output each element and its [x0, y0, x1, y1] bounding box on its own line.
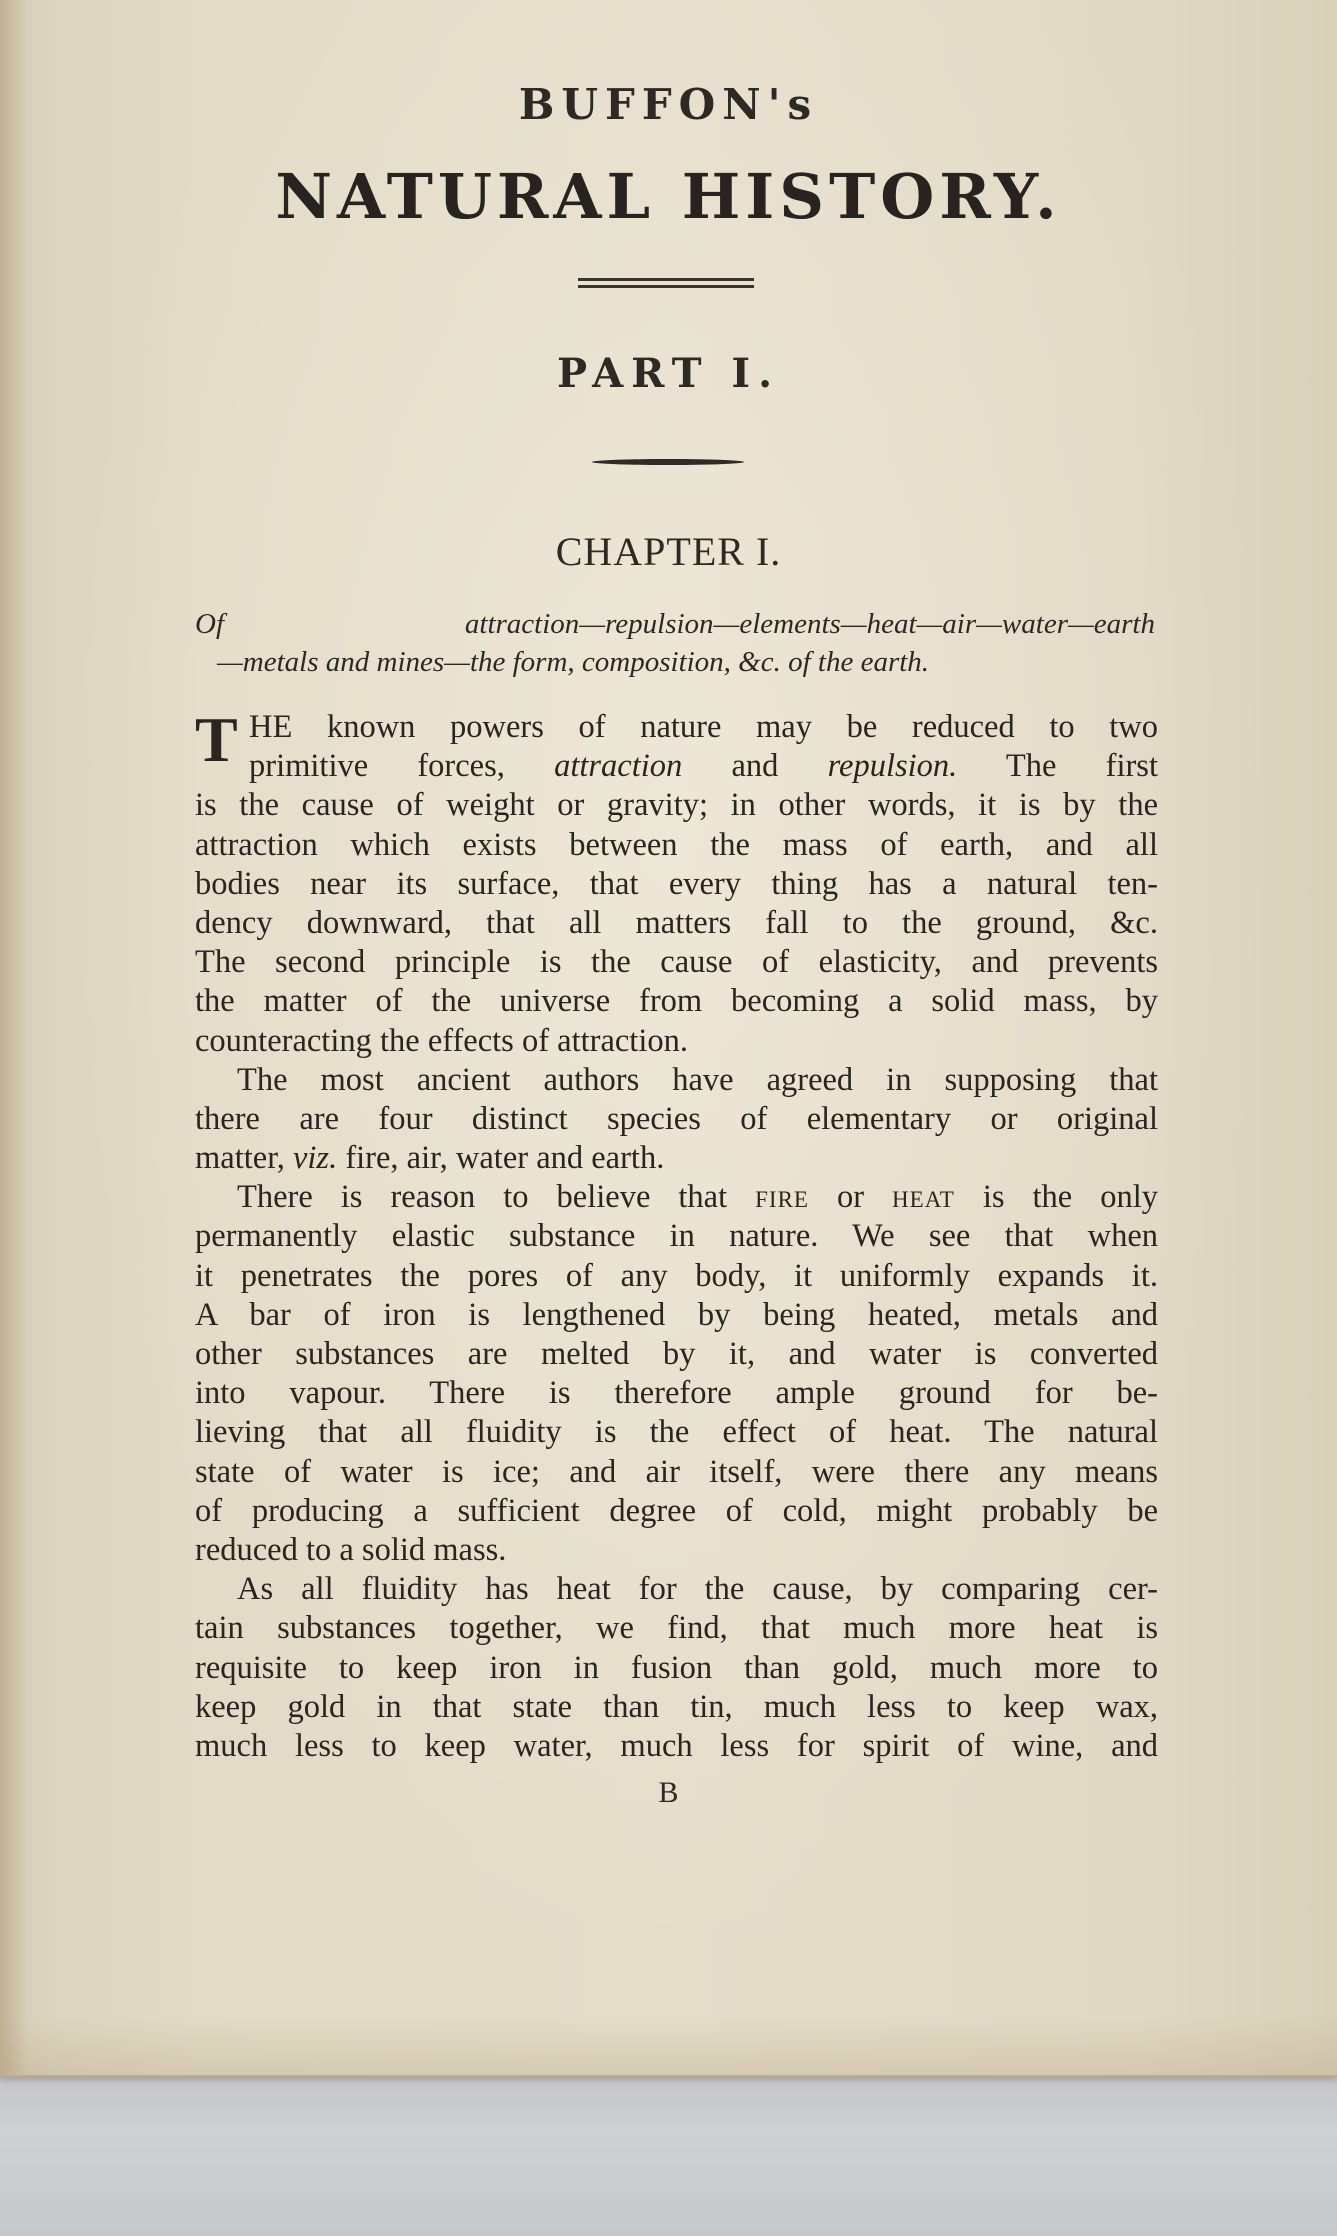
double-rule-divider: [578, 278, 754, 288]
text-line: much less to keep water, much less for spirit of wine, and: [195, 1727, 1158, 1764]
text-line: the matter of the universe from becoming a solid mass, by: [195, 983, 1158, 1020]
text-line: it penetrates the pores of any body, it uniformly expands it.: [195, 1257, 1158, 1294]
text-segment: There is reason to believe that: [237, 1179, 756, 1216]
text-line: state of water is ice; and air itself, were there any means: [195, 1453, 1158, 1490]
signature-mark: B: [658, 1776, 679, 1809]
text-segment: fire, air, water and earth.: [337, 1140, 665, 1177]
text-line: keep gold in that state than tin, much less to keep wax,: [195, 1688, 1158, 1725]
text-line: of producing a sufficient degree of cold, might probably be: [195, 1492, 1158, 1529]
text-line: reduced to a solid mass.: [195, 1531, 507, 1568]
text-segment: and: [682, 748, 828, 785]
chapter-heading: CHAPTER I.: [555, 529, 782, 574]
part-heading: PART I.: [556, 350, 781, 397]
text-line: there are four distinct species of elementary or original: [195, 1100, 1158, 1137]
text-line: attraction which exists between the mass of earth, and all: [195, 826, 1158, 863]
main-title: NATURAL HISTORY.: [275, 160, 1062, 233]
body-text: [195, 704, 1158, 1766]
text-line: [195, 708, 1158, 747]
text-line: [195, 1178, 1158, 1217]
text-segment: is the only: [954, 1179, 1158, 1216]
background-surface: [0, 2060, 1337, 2236]
text-segment: matter,: [195, 1140, 293, 1177]
summary-line: Of attraction—repulsion—elements—heat—air—water—earth: [195, 608, 1155, 640]
text-line: A bar of iron is lengthened by being heated, metals and: [195, 1296, 1158, 1333]
text-line: into vapour. There is therefore ample ground for be-: [195, 1375, 1158, 1412]
ornamental-rule-divider: [592, 459, 744, 465]
text-line: bodies near its surface, that every thing has a natural ten-: [195, 865, 1158, 902]
text-segment: or: [808, 1179, 893, 1216]
text-line: The most ancient authors have agreed in supposing that: [237, 1061, 1158, 1098]
text-line: dency downward, that all matters fall to the ground, &c.: [195, 904, 1158, 941]
text-line: is the cause of weight or gravity; in other words, it is by the: [195, 787, 1158, 824]
text-segment: HE known powers of nature may be reduced to two: [249, 709, 1158, 745]
italic-term: viz.: [292, 1140, 338, 1177]
text-line: other substances are melted by it, and water is converted: [195, 1336, 1158, 1372]
drop-cap: T: [195, 704, 238, 775]
text-line: permanently elastic substance in nature. We see that when: [195, 1218, 1158, 1255]
summary-line: —metals and mines—the form, composition, &c. of the earth.: [217, 646, 930, 678]
small-caps-term: heat: [892, 1179, 955, 1216]
text-line: requisite to keep iron in fusion than gold, much more to: [195, 1649, 1158, 1686]
text-line: [195, 1139, 1158, 1178]
text-line: [195, 747, 1158, 786]
chapter-summary: [195, 605, 1155, 681]
text-line: tain substances together, we find, that much more heat is: [195, 1610, 1158, 1647]
italic-term: attraction: [554, 748, 683, 785]
italic-term: repulsion.: [827, 748, 958, 785]
text-segment: The first: [957, 748, 1158, 785]
running-title: BUFFON's: [518, 80, 819, 129]
text-line: counteracting the effects of attraction.: [195, 1022, 688, 1059]
text-segment: primitive forces,: [249, 748, 555, 785]
text-line: The second principle is the cause of elasticity, and prevents: [195, 944, 1158, 981]
small-caps-term: fire: [755, 1179, 809, 1216]
text-line: lieving that all fluidity is the effect of heat. The natural: [195, 1414, 1158, 1451]
text-line: As all fluidity has heat for the cause, by comparing cer-: [237, 1571, 1158, 1608]
